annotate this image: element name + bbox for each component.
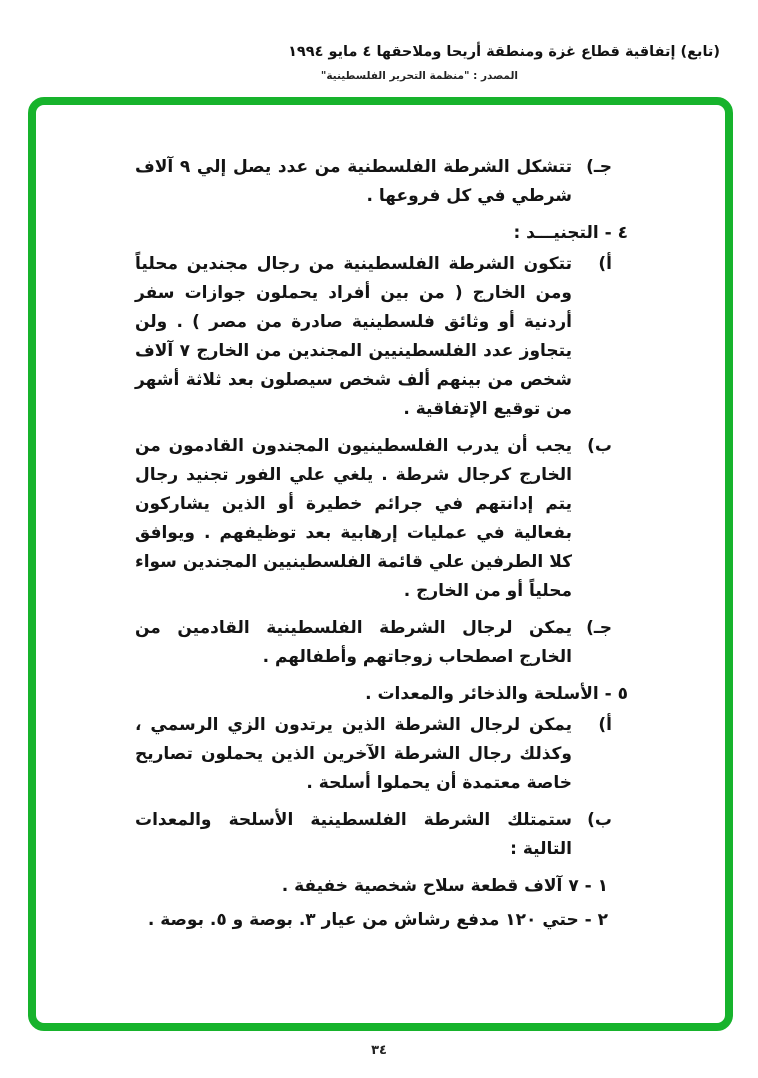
clause-item <box>135 614 628 672</box>
page-border-frame <box>28 97 733 1031</box>
clause-item <box>135 806 628 864</box>
clause-item <box>135 432 628 606</box>
document-body <box>135 153 628 940</box>
clause-marker: جـ) <box>586 618 612 638</box>
clause-text: ستمتلك الشرطة الفلسطينية الأسلحة والمعدات التالية : <box>135 810 572 859</box>
clause-item <box>135 250 628 424</box>
clause-item <box>135 711 628 798</box>
section-heading: ٥ - الأسلحة والذخائر والمعدات . <box>365 684 628 704</box>
header-source-line: المصدر : "منظمة التحرير الفلسطينية" <box>320 70 518 82</box>
numbered-subitem: ٢ - حتي ١٢٠ مدفع رشاش من عيار ٣. بوصة و ٥. بوصة . <box>147 910 608 930</box>
clause-text: يمكن لرجال الشرطة الذين يرتدون الزي الرسمي ، وكذلك رجال الشرطة الآخرين الذين يحملون تصاريح خاصة معتمدة أن يحملوا أسلحة . <box>135 715 572 793</box>
clause-marker: ب) <box>587 810 612 830</box>
clause-text: يمكن لرجال الشرطة الفلسطينية القادمين من الخارج اصطحاب زوجاتهم وأطفالهم . <box>135 618 572 667</box>
clause-marker: أ) <box>598 715 612 735</box>
clause-text: تتكون الشرطة الفلسطينية من رجال مجندين محلياً ومن الخارج ( من بين أفراد يحملون جوازات سفر أردنية أو وثائق فلسطينية صادرة من مصر ) . ولن يتجاوز عدد الفلسطينيين المجندين من الخارج ٧ آلاف شخص من بينهم ألف شخص سيصلون بعد ثلاثة أشهر من توقيع الإتفاقية . <box>135 254 572 419</box>
clause-marker: جـ) <box>586 157 612 177</box>
page-number: ٣٤ <box>371 1043 387 1058</box>
numbered-subitem: ١ - ٧ آلاف قطعة سلاح شخصية خفيفة . <box>281 876 608 896</box>
clause-marker: ب) <box>587 436 612 456</box>
header-continuation-title: (تابع) إتفاقية قطاع غزة ومنطقة أريحا وملاحقها ٤ مايو ١٩٩٤ <box>288 44 720 60</box>
section-heading: ٤ - التجنيـــد : <box>513 223 628 243</box>
clause-item <box>135 153 628 211</box>
clause-text: تتشكل الشرطة الفلسطنية من عدد يصل إلي ٩ آلاف شرطي في كل فروعها . <box>135 157 573 206</box>
clause-text: يجب أن يدرب الفلسطينيون المجندون القادمون من الخارج كرجال شرطة . يلغي علي الفور تجنيد رجال يتم إدانتهم في جرائم خطيرة أو الذين يشاركون بفعالية في عمليات إرهابية بعد توظيفهم . ويوافق كلا الطرفين علي قائمة الفلسطينيين المجندين سواء محلياً أو من الخارج . <box>135 436 572 601</box>
clause-marker: أ) <box>598 254 612 274</box>
